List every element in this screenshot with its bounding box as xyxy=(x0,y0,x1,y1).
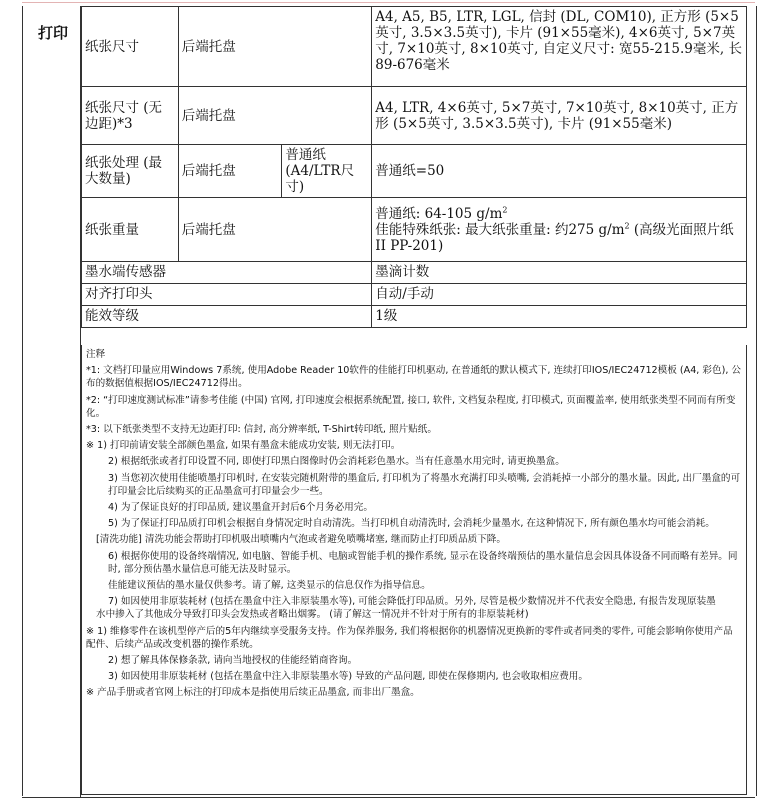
row-value: 普通纸=50 xyxy=(372,145,747,198)
row-label: 墨水端传感器 xyxy=(82,262,372,284)
row-label: 纸张处理 (最大数量) xyxy=(82,145,179,198)
bottom-rule xyxy=(22,797,755,798)
table-row xyxy=(82,7,747,87)
row-value: 自动/手动 xyxy=(372,284,747,306)
note-item: 水中掺入了其他成分导致打印头会发热或者略出烟雾。 (请了解这一情况并不针对于所有的非原装耗材) xyxy=(96,609,529,621)
row-value: 普通纸: 64-105 $g/m^2$ 佳能特殊纸张: 最大纸张重量: 约275 $g/m^2$ (高级光面照片纸II PP-201) xyxy=(372,198,747,262)
table-row xyxy=(82,262,747,284)
spec-table xyxy=(81,6,747,328)
note-item: [清洗功能] 清洗功能会帮助打印机吸出喷嘴内气泡或者避免喷嘴堵塞, 继而防止打印质品质下降。 xyxy=(96,534,506,546)
row-label xyxy=(82,87,179,145)
note-item: 4) 为了保证良好的打印品质, 建议墨盒开封后6个月务必用完。 xyxy=(108,502,373,514)
paper-weight-special: 佳能特殊纸张: 最大纸张重量: 约275 g/m xyxy=(375,221,625,238)
note-item: *3: 以下纸张类型不支持无边距打印: 信封, 高分辨率纸, T-Shirt转印纸, 照片贴纸。 xyxy=(86,424,437,436)
note-item: *2: “打印速度测试标准”请参考佳能 (中国) 官网, 打印速度会根据系统配置, 接口, 软件, 文档复杂程度, 打印模式, 页面覆盖率, 使用纸张类型不同而有所变化。 xyxy=(86,394,736,419)
table-row xyxy=(82,306,747,328)
row-label: 纸张尺寸 xyxy=(82,7,179,87)
note-item: 2) 根据纸张或者打印设置不同, 即使打印黑白图像时仍会消耗彩色墨水。当有任意墨水用完时, 请更换墨盒。 xyxy=(108,456,565,468)
section-title: 打印 xyxy=(38,24,69,42)
note-item: ※ 产品手册或者官网上标注的打印成本是指使用后续正品墨盒, 而非出厂墨盒。 xyxy=(86,687,420,699)
note-item: 7) 如因使用非原装耗材 (包括在墨盒中注入非原装墨水等), 可能会降低打印品质。另外, 尽管是极少数情况并不代表安全隐患, 有报告发现原装墨 xyxy=(108,596,716,608)
note-item: 3) 当您初次使用佳能喷墨打印机时, 在安装完随机附带的墨盒后, 打印机为了将墨水充满打印头喷嘴, 会消耗掉一小部分的墨水量。因此, 出厂墨盒的可打印量会比后续购买的正品墨盒可打印量会少一些。 xyxy=(108,472,741,497)
note-item: 3) 如因使用非原装耗材 (包括在墨盒中注入非原装墨水等) 导致的产品问题, 即使在保修期内, 也会收取相应费用。 xyxy=(108,671,588,683)
note-item: ※ 1) 打印前请安装全部颜色墨盒, 如果有墨盒未能成功安装, 则无法打印。 xyxy=(86,440,401,452)
row-value: A4, LTR, 4×6英寸, 5×7英寸, 7×10英寸, 8×10英寸, 正方形 (5×5英寸, 3.5×3.5英寸), 卡片 (91×55毫米) xyxy=(372,87,747,145)
paper-weight-plain: 普通纸: 64-105 g/m xyxy=(375,205,503,222)
row-sub: 普通纸 (A4/LTR尺寸) xyxy=(282,145,372,198)
note-item: *1: 文档打印量应用Windows 7系统, 使用Adobe Reader 10软件的佳能打印机驱动, 在普通纸的默认模式下, 连续打印IOS/IEC24712模板 (A4, 彩色), 公布的数据值根据IOS/IEC24712得出。 xyxy=(86,365,742,390)
table-row xyxy=(82,87,747,145)
note-item: 2) 想了解具体保修条款, 请向当地授权的佳能经销商咨询。 xyxy=(108,655,358,667)
row-label: 纸张重量 xyxy=(82,198,179,262)
note-item: ※ 1) 维修零件在该机型停产后的5年内继续享受服务支持。作为保养服务, 我们将根据你的机器情况更换新的零件或者同类的零件, 可能会影响你使用产品配件、后续产品或改变机器的操作系统。 xyxy=(86,625,733,650)
row-value: A4, A5, B5, LTR, LGL, 信封 (DL, COM10), 正方形 (5×5英寸, 3.5×3.5英寸), 卡片 (91×55毫米), 4×6英寸, 5×7英寸, 7×10英寸, 8×10英寸, 自定义尺寸: 宽55-215.9毫米, 长89-676毫米 xyxy=(372,7,747,87)
note-item: 佳能建议预估的墨水量仅供参考。请了解, 这类显示的信息仅作为指导信息。 xyxy=(108,580,431,592)
notes-heading: 注释 xyxy=(86,349,106,360)
row-source: 后端托盘 xyxy=(178,87,372,145)
row-label: 能效等级 xyxy=(82,306,372,328)
row-value: 墨滴计数 xyxy=(372,262,747,284)
row-label-text: 纸张尺寸 (无边距)*3 xyxy=(85,99,163,132)
row-source: 后端托盘 xyxy=(178,145,282,198)
table-row xyxy=(82,284,747,306)
table-row xyxy=(82,145,747,198)
note-item: 6) 根据你使用的设备终端情况, 如电脑、智能手机、电脑或智能手机的操作系统, 显示在设备终端预估的墨水量信息会因具体设备不同而略有差异。同时, 部分预估墨水量信息可能无法及时显示。 xyxy=(108,550,738,575)
row-source: 后端托盘 xyxy=(178,7,372,87)
row-source: 后端托盘 xyxy=(178,198,372,262)
row-label: 对齐打印头 xyxy=(82,284,372,306)
top-rule xyxy=(22,2,755,3)
notes-section xyxy=(81,345,747,795)
row-value: 1级 xyxy=(372,306,747,328)
table-row xyxy=(82,198,747,262)
note-item: 5) 为了保证打印品质打印机会根据自身情况定时自动清洗。当打印机自动清洗时, 会消耗少量墨水, 在这种情况下, 所有颜色墨水均可能会消耗。 xyxy=(108,518,715,530)
